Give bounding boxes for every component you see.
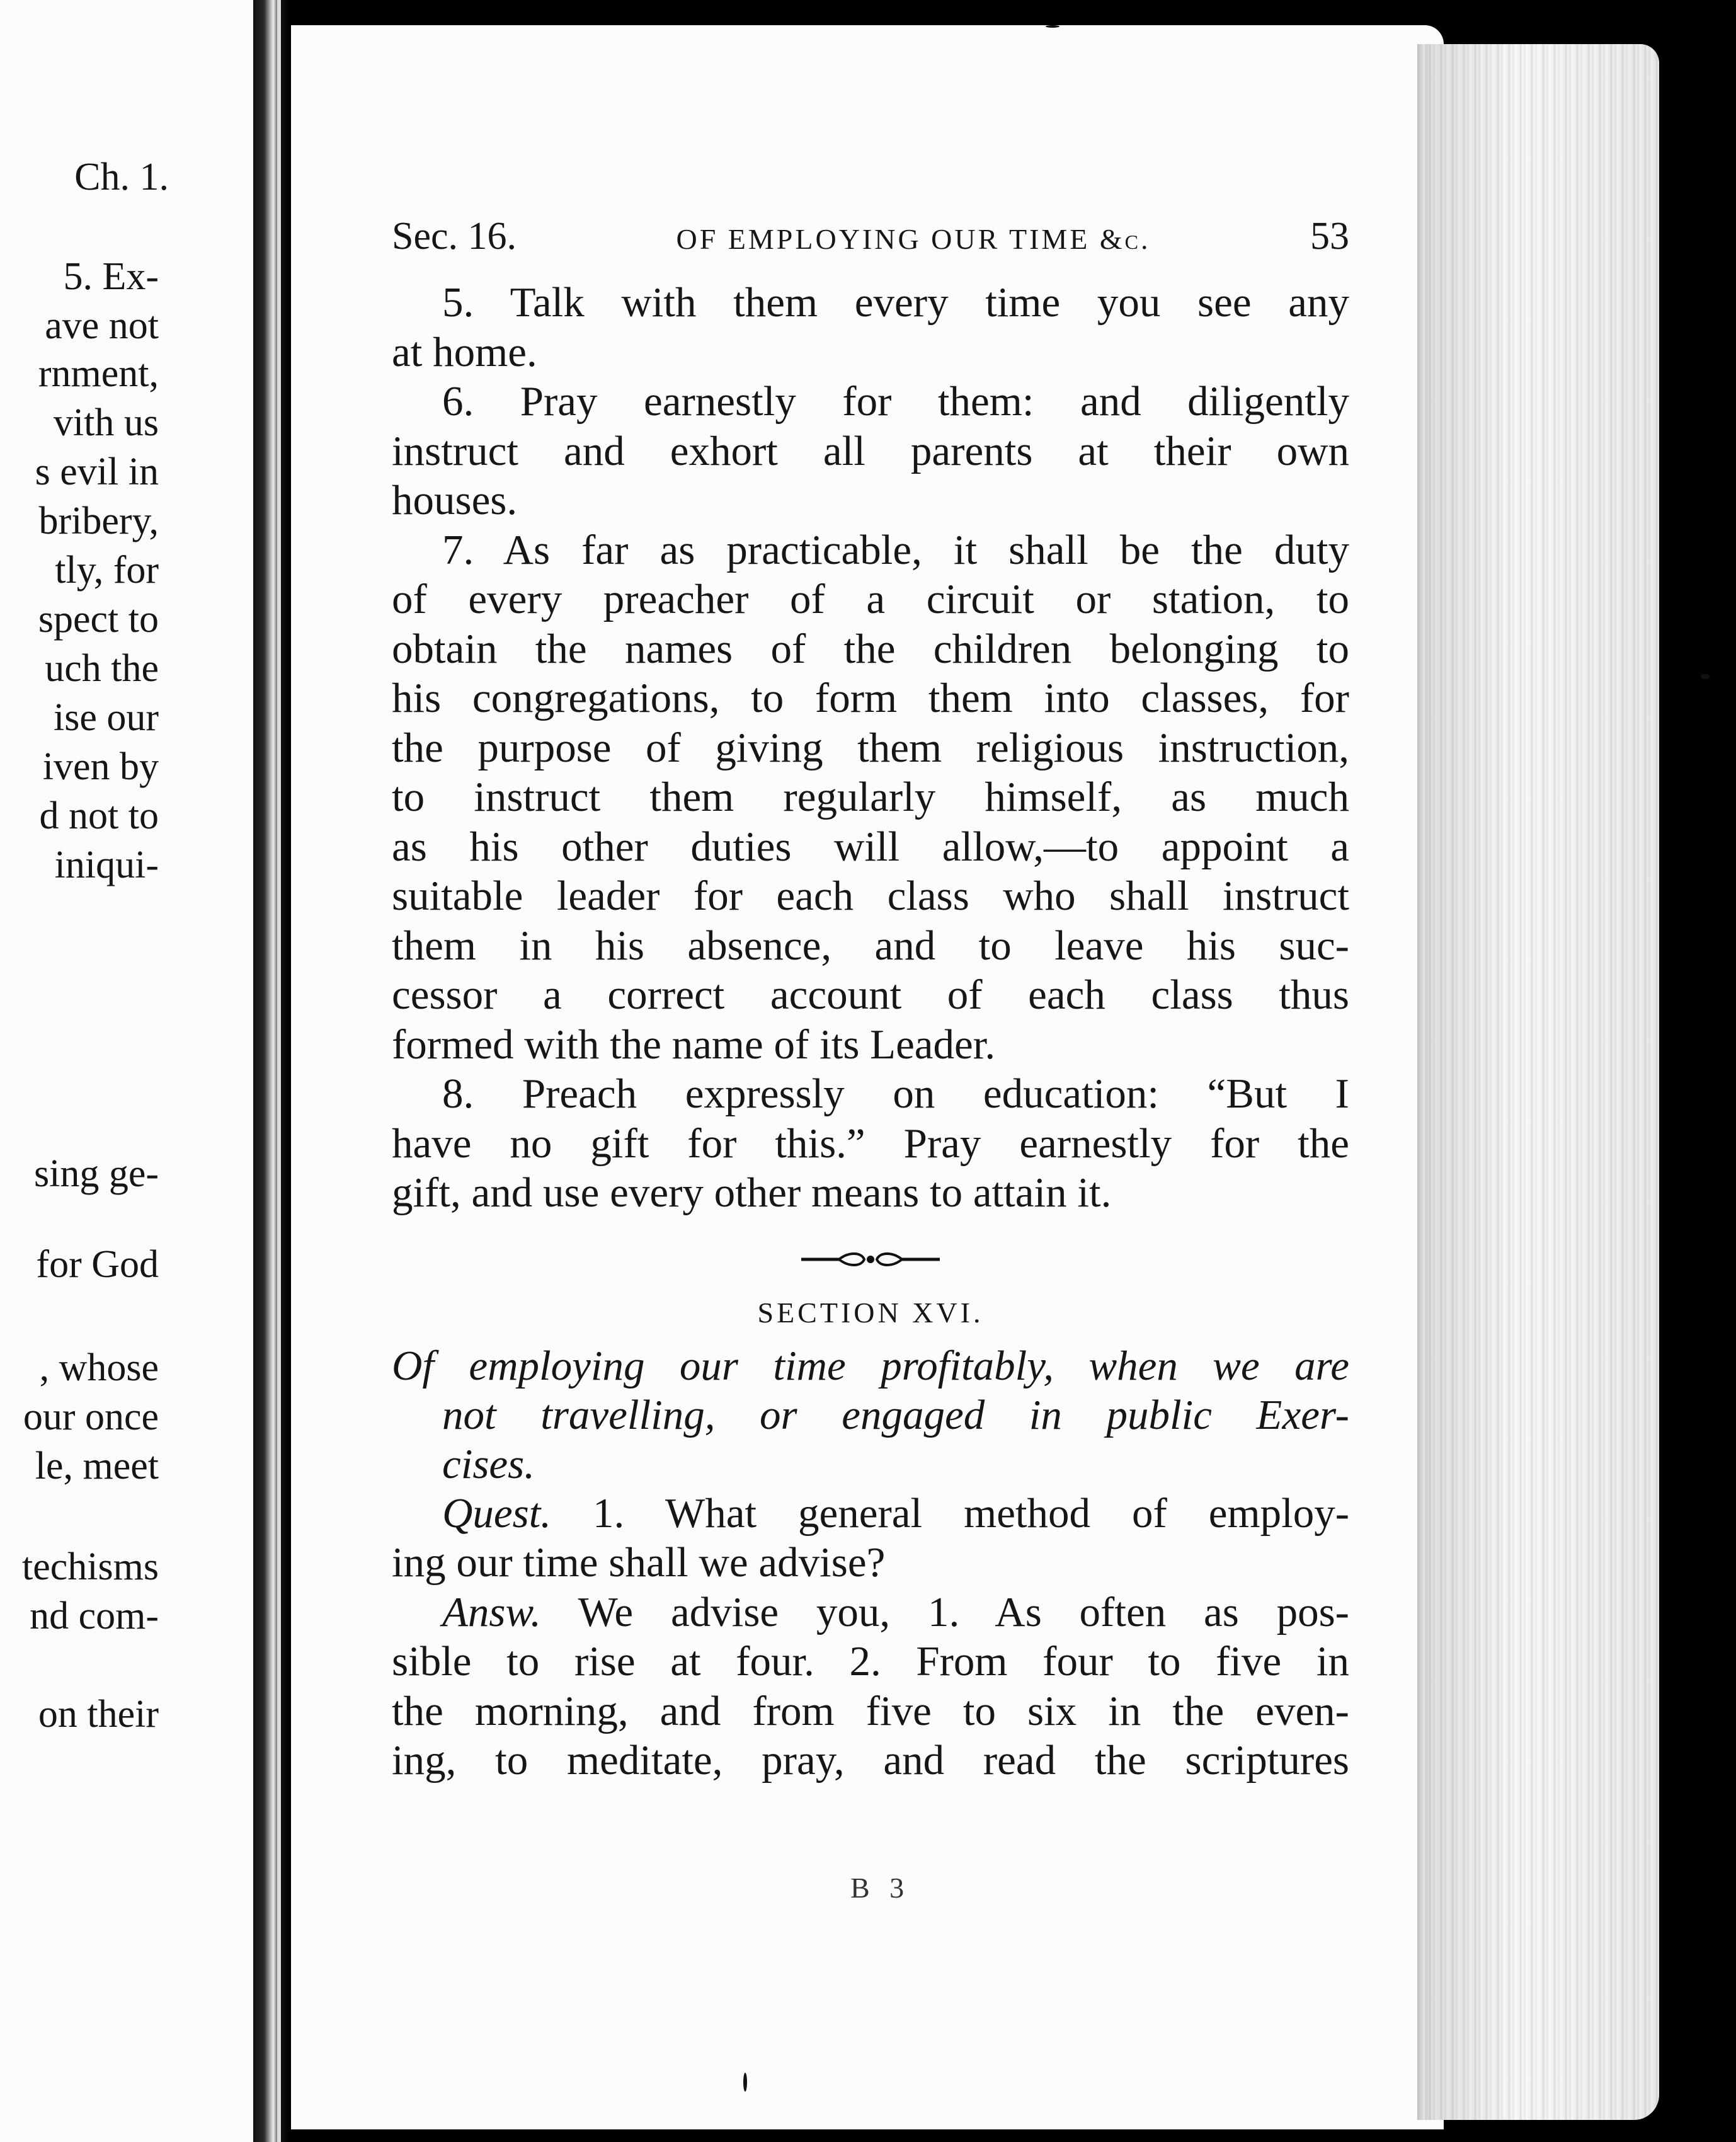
left-line: bribery, xyxy=(38,500,159,542)
left-line: sing ge- xyxy=(33,1152,159,1195)
left-line: uch the xyxy=(45,647,159,690)
question-text: What general method of employ- xyxy=(665,1489,1350,1537)
text-line: 8. Preach expressly on education: “But I xyxy=(442,1070,1349,1117)
text-line: them in his absence, and to leave his suc- xyxy=(392,922,1349,969)
text-line: 6. Pray earnestly for them: and diligently xyxy=(442,378,1349,425)
right-page-text xyxy=(392,214,1349,1785)
left-line: 5. Ex- xyxy=(63,255,159,298)
text-line: have no gift for this.” Pray earnestly for the xyxy=(392,1120,1349,1167)
header-section: Sec. 16. xyxy=(392,215,517,258)
answer-block xyxy=(392,1588,1349,1785)
left-line: d not to xyxy=(39,794,159,837)
subtitle-line: cises. xyxy=(442,1440,535,1487)
section-heading: SECTION XVI. xyxy=(757,1296,984,1329)
subtitle-line: not travelling, or engaged in public Exer- xyxy=(442,1391,1349,1438)
fore-edge-shadow xyxy=(1417,44,1429,2120)
answer-text: We advise you, 1. As often as pos- xyxy=(578,1588,1349,1635)
answer-label: Answ. xyxy=(442,1588,541,1635)
text-line: as his other duties will allow,—to appoint a xyxy=(392,823,1349,870)
left-line: iniqui- xyxy=(54,844,159,886)
spine-edge xyxy=(277,0,281,2142)
text-line: houses. xyxy=(392,477,518,524)
left-line: vith us xyxy=(53,401,159,444)
page-number: 53 xyxy=(1310,215,1349,258)
left-line: tly, for xyxy=(55,549,159,592)
subtitle-line: Of employing our time profitably, when we are xyxy=(392,1342,1349,1389)
running-header xyxy=(392,214,1349,259)
left-line: our once xyxy=(23,1395,159,1438)
paragraph-5 xyxy=(392,278,1349,377)
header-title: OF EMPLOYING OUR TIME &c. xyxy=(676,223,1151,255)
section-subtitle xyxy=(392,1341,1349,1489)
left-line: ise our xyxy=(53,696,159,739)
answer-line: sible to rise at four. 2. From four to five in xyxy=(392,1638,1349,1685)
left-line: techisms xyxy=(22,1545,159,1588)
left-page-text xyxy=(0,0,253,2142)
text-line: formed with the name of its Leader. xyxy=(392,1021,996,1068)
left-line: rnment, xyxy=(38,352,159,395)
text-line: obtain the names of the children belonging to xyxy=(392,625,1349,672)
left-page xyxy=(0,0,253,2142)
page-fore-edge xyxy=(1425,44,1659,2120)
text-line: suitable leader for each class who shall instruct xyxy=(392,873,1349,919)
left-line: Ch. 1. xyxy=(74,156,169,198)
text-line: cessor a correct account of each class thus xyxy=(392,971,1349,1018)
book-gutter xyxy=(253,0,290,2142)
question-label: Quest. xyxy=(442,1489,552,1537)
text-line: his congregations, to form them into classes, for xyxy=(392,675,1349,721)
text-line: of every preacher of a circuit or station, to xyxy=(392,576,1349,622)
text-line: instruct and exhort all parents at their own xyxy=(392,427,1349,474)
left-line: spect to xyxy=(38,598,159,641)
left-line: , whose xyxy=(39,1346,159,1389)
left-line: s evil in xyxy=(35,450,159,493)
left-line: for God xyxy=(36,1243,159,1286)
signature-mark: B 3 xyxy=(850,1872,911,1904)
answer-line: the morning, and from five to six in the even- xyxy=(392,1687,1349,1734)
question-line: ing our time shall we advise? xyxy=(392,1539,886,1586)
question-block xyxy=(392,1489,1349,1588)
left-line: ave not xyxy=(45,304,159,347)
speck xyxy=(1046,25,1059,28)
answer-line xyxy=(392,1588,1349,1637)
text-line: to instruct them regularly himself, as much xyxy=(392,774,1349,820)
speck xyxy=(743,2073,747,2092)
ornament-flourish xyxy=(795,1247,946,1272)
answer-line: ing, to meditate, pray, and read the scriptures xyxy=(392,1737,1349,1784)
paragraph-8 xyxy=(392,1069,1349,1218)
left-line: on their xyxy=(38,1693,159,1736)
paragraph-6 xyxy=(392,377,1349,525)
text-line: the purpose of giving them religious instruction, xyxy=(392,724,1349,771)
question-number: 1. xyxy=(593,1489,625,1537)
left-line: le, meet xyxy=(35,1445,159,1487)
section-ornament xyxy=(392,1234,1349,1278)
question-line xyxy=(392,1489,1349,1538)
paragraph-7 xyxy=(392,525,1349,1070)
text-line: 7. As far as practicable, it shall be the duty xyxy=(442,526,1349,573)
text-line: at home. xyxy=(392,328,537,375)
left-line: nd com- xyxy=(30,1595,159,1637)
text-line: gift, and use every other means to attain it. xyxy=(392,1169,1112,1216)
speck xyxy=(1701,674,1710,679)
left-line: iven by xyxy=(42,745,159,788)
text-line: 5. Talk with them every time you see any xyxy=(442,279,1349,326)
